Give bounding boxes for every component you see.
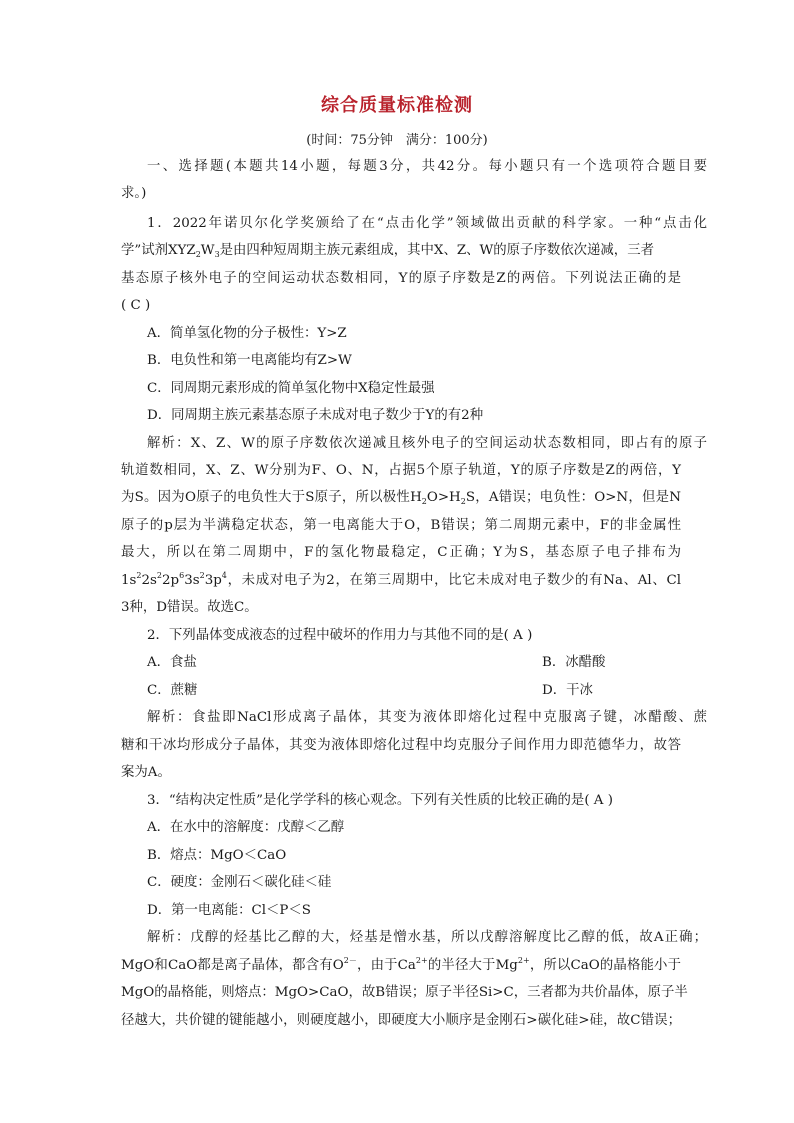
q1-option-a: A．简单氢化物的分子极性：Y>Z (147, 326, 347, 341)
q2-option-a: A．食盐 (147, 655, 197, 670)
q2-option-b: B．冰醋酸 (542, 655, 606, 670)
q1-stem-line2: 学”试剂$XYZ_2W_3$是由四种短周期主族元素组成，其中X、Z、W的原子序数依次递减，三者 (121, 243, 654, 259)
q1-answer: ( C ) (121, 298, 151, 313)
document-title: 综合质量标准检测 (321, 95, 473, 116)
q1-analysis-line4: 原子的p层为半满稳定状态，第一电离能大于O，B错误；第二周期元素中，F的非金属性 (121, 518, 681, 533)
q3-analysis-line4: 径越大，共价键的键能越小，则硬度越小，即硬度大小顺序是金刚石>碳化硅>硅，故C错误； (121, 1013, 681, 1028)
q3-option-c: C．硬度：金刚石＜碳化硅＜硅 (147, 875, 332, 890)
q3-option-b: B．熔点：MgO＜CaO (147, 848, 287, 863)
q3-option-d: D．第一电离能：Cl＜P＜S (147, 903, 311, 918)
q2-options-row1 (147, 653, 707, 673)
section-heading: 一、选择题(本题共14小题，每题3分，共42分。每小题只有一个选项符合题目要 (147, 159, 707, 174)
q2-stem: 2．下列晶体变成液态的过程中破坏的作用力与其他不同的是( A ) (147, 628, 533, 643)
section-heading-cont: 求。) (121, 186, 147, 201)
q1-option-c: C．同周期元素形成的简单氢化物中X稳定性最强 (147, 381, 435, 396)
q1-analysis-line7: 3种，D错误。故选C。 (121, 600, 258, 615)
q2-analysis: 解析：食盐即NaCl形成离子晶体，其变为液体即熔化过程中克服离子键，冰醋酸、蔗 (147, 710, 707, 725)
q1-option-d: D．同周期主族元素基态原子未成对电子数少于Y的有2种 (147, 408, 484, 423)
q3-stem: 3．“结构决定性质”是化学学科的核心观念。下列有关性质的比较正确的是( A ) (147, 793, 613, 808)
q3-option-a: A．在水中的溶解度：戊醇＜乙醇 (147, 820, 345, 835)
q1-analysis-line6: $1s^22s^22p^63s^23p^4$，未成对电子为2，在第三周期中，比它未成对电子数少的有Na、Al、Cl (121, 571, 681, 588)
q2-options-row2 (147, 681, 707, 701)
q3-analysis-line2: MgO和CaO都是离子晶体，都含有$O^{2-}$，由于$Ca^{2+}$的半径大于$Mg^{2+}$，所以CaO的晶格能小于 (121, 956, 681, 973)
q1-stem-line3: 基态原子核外电子的空间运动状态数相同，Y的原子序数是Z的两倍。下列说法正确的是 (121, 271, 681, 286)
q1-analysis-line3: 为S。因为O原子的电负性大于S原子，所以极性$H_2O>H_2S$，A错误；电负性：O>N，但是N (121, 490, 681, 506)
q3-analysis: 解析：戊醇的烃基比乙醇的大，烃基是憎水基，所以戊醇溶解度比乙醇的低，故A正确； (147, 930, 707, 945)
q1-stem: 1．2022年诺贝尔化学奖颁给了在“点击化学”领域做出贡献的科学家。一种“点击化 (147, 216, 707, 231)
q1-option-b: B．电负性和第一电离能均有Z>W (147, 353, 352, 368)
q3-analysis-line3: MgO的晶格能，则熔点：MgO>CaO，故B错误；原子半径Si>C，三者都为共价晶体，原子半 (121, 985, 688, 1000)
q1-analysis-line2: 轨道数相同，X、Z、W分别为F、O、N，占据5个原子轨道，Y的原子序数是Z的两倍，Y (121, 463, 681, 478)
q2-analysis-line3: 案为A。 (121, 765, 171, 780)
q1-analysis-line5: 最大，所以在第二周期中，F的氢化物最稳定，C正确；Y为S，基态原子电子排布为 (121, 545, 681, 560)
q2-option-c: C．蔗糖 (147, 683, 198, 698)
q1-analysis: 解析：X、Z、W的原子序数依次递减且核外电子的空间运动状态数相同，即占有的原子 (147, 436, 707, 451)
q2-option-d: D．干冰 (542, 683, 593, 698)
exam-time-score: (时间：75分钟 满分：100分) (306, 133, 488, 148)
q2-analysis-line2: 糖和干冰均形成分子晶体，其变为液体即熔化过程中均克服分子间作用力即范德华力，故答 (121, 738, 681, 753)
